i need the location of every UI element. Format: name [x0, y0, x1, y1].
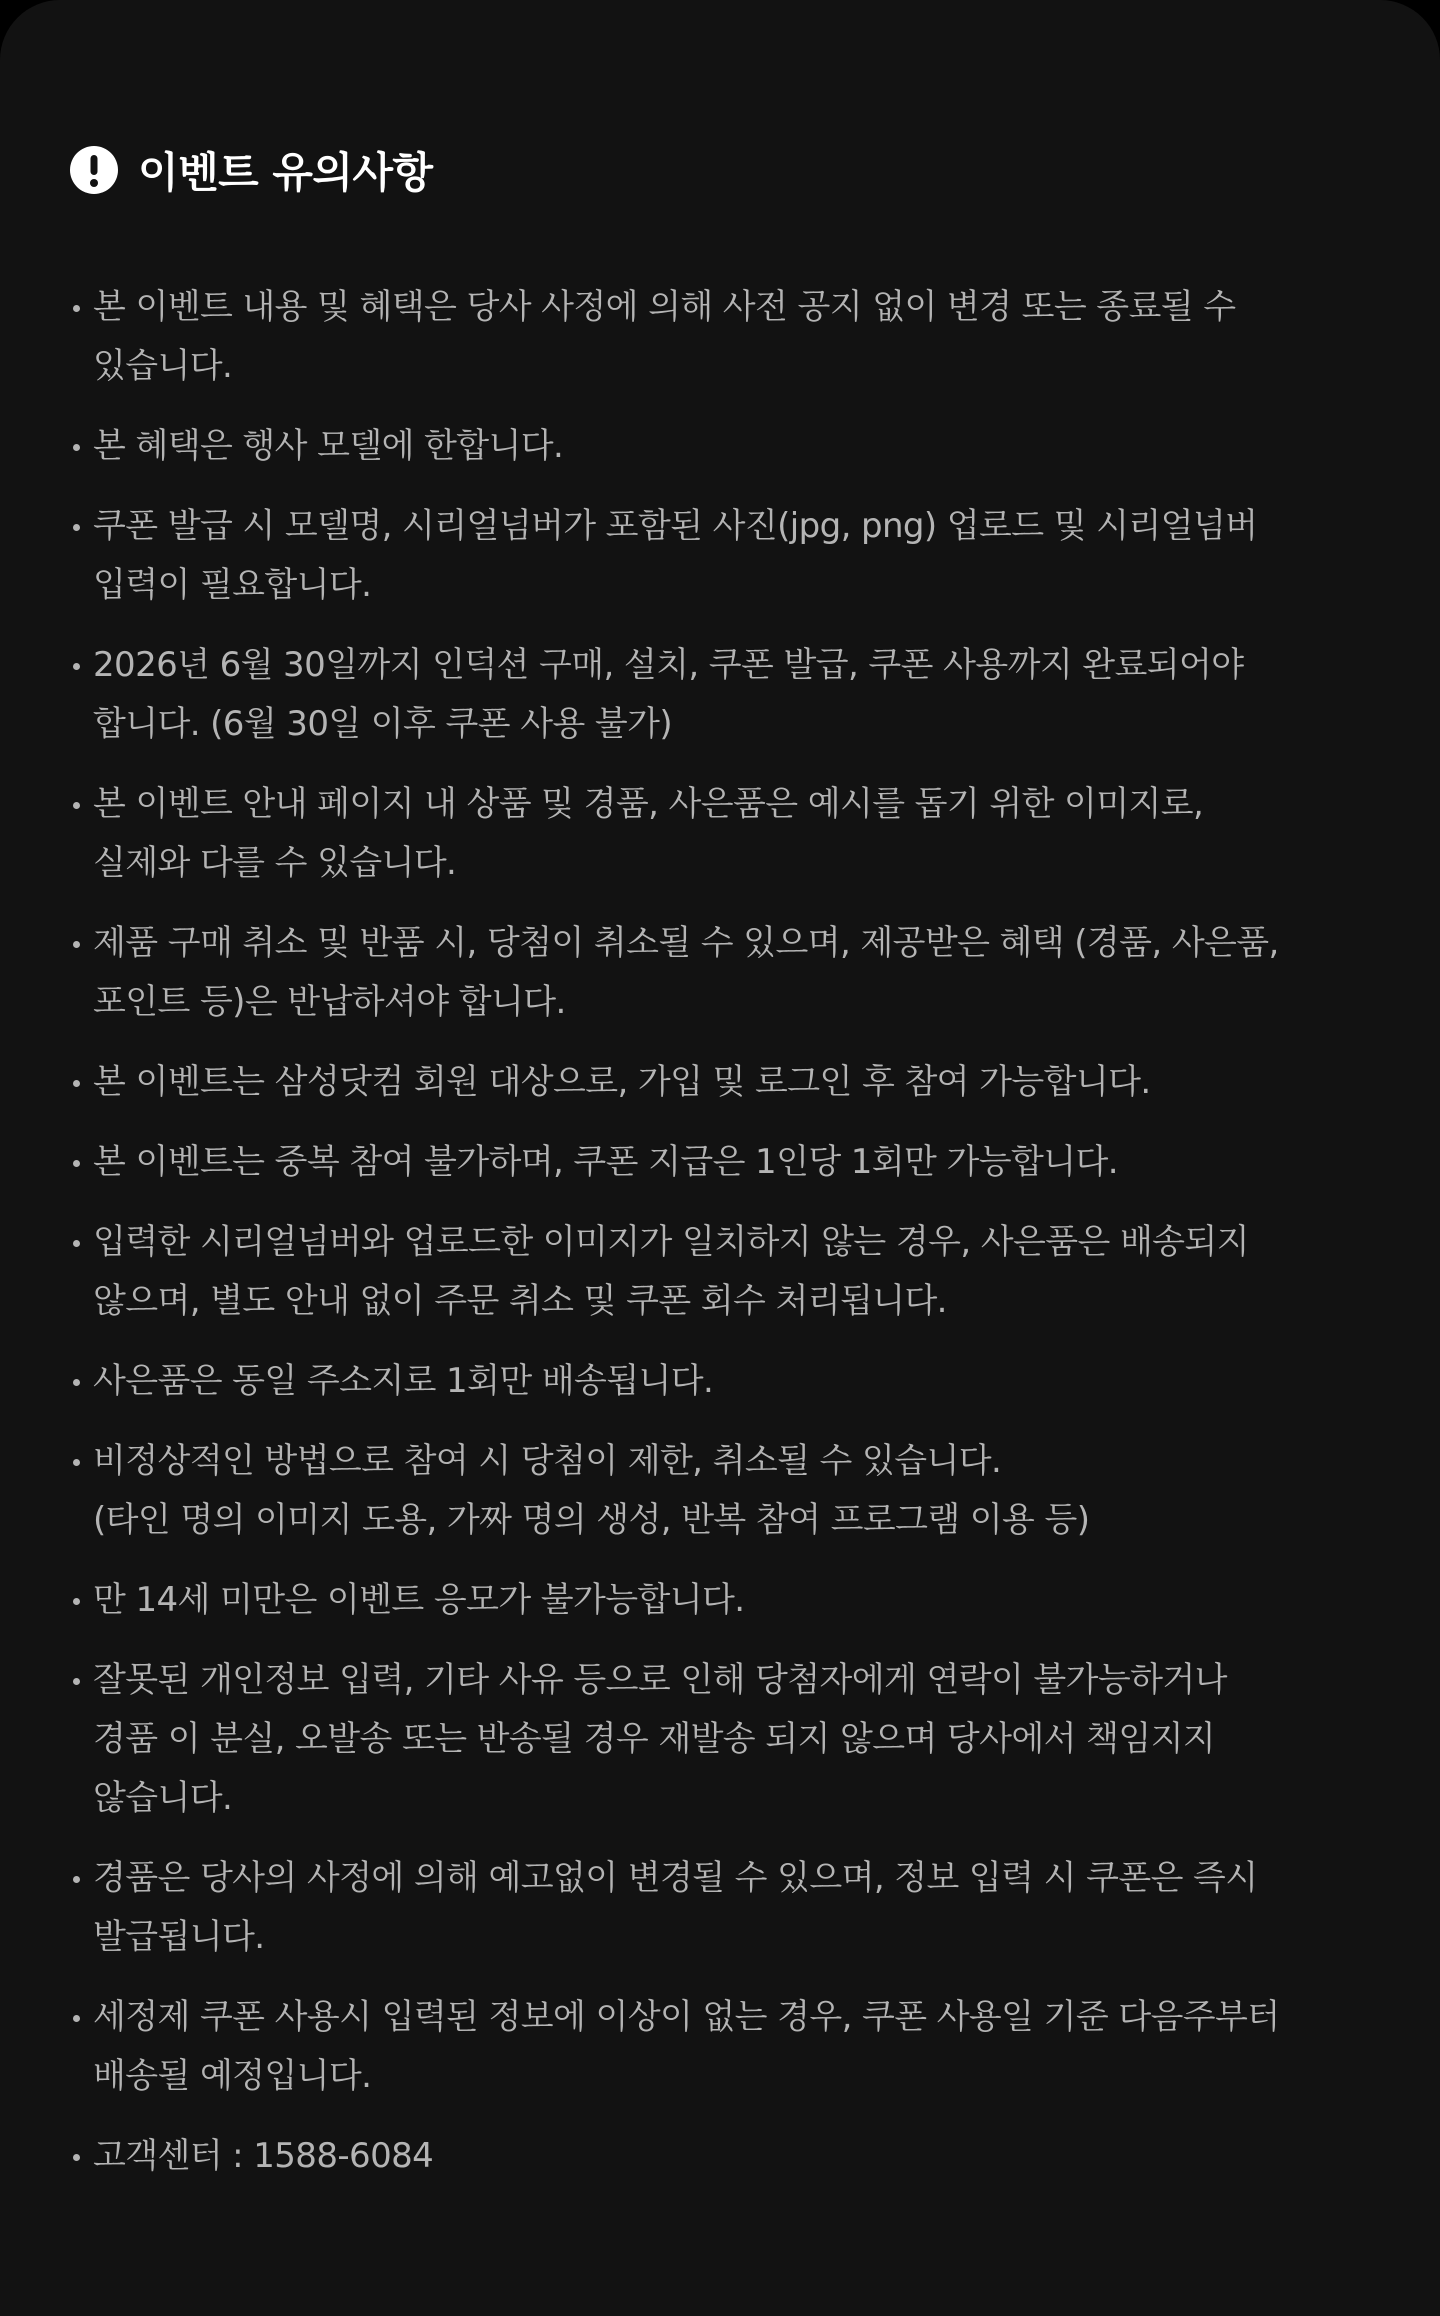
notice-item-line: 경품 이 분실, 오발송 또는 반송될 경우 재발송 되지 않으며 당사에서 책임지지 — [93, 1719, 1216, 1759]
notice-item — [70, 1352, 1356, 1411]
notice-item-line: 본 이벤트는 삼성닷컴 회원 대상으로, 가입 및 로그인 후 참여 가능합니다. — [93, 1062, 1151, 1102]
notice-item-line: 입력한 시리얼넘버와 업로드한 이미지가 일치하지 않는 경우, 사은품은 배송되지 — [93, 1222, 1249, 1262]
notice-list — [70, 278, 1356, 2186]
notice-item — [70, 1213, 1356, 1331]
notice-item-line: (타인 명의 이미지 도용, 가짜 명의 생성, 반복 참여 프로그램 이용 등) — [93, 1500, 1090, 1540]
notice-item — [70, 1432, 1356, 1550]
notice-item-line: 실제와 다를 수 있습니다. — [93, 843, 457, 883]
notice-item-line: 배송될 예정입니다. — [93, 2056, 372, 2096]
notice-item — [70, 417, 1356, 476]
notice-item-line: 본 이벤트 안내 페이지 내 상품 및 경품, 사은품은 예시를 돕기 위한 이미지로, — [93, 784, 1204, 824]
notice-item-line: 사은품은 동일 주소지로 1회만 배송됩니다. — [93, 1361, 714, 1401]
notice-item — [70, 1053, 1356, 1112]
notice-item — [70, 2127, 1356, 2186]
notice-item-line: 비정상적인 방법으로 참여 시 당첨이 제한, 취소될 수 있습니다. — [93, 1441, 1002, 1481]
notice-title: 이벤트 유의사항 — [138, 148, 433, 197]
notice-item-line: 않으며, 별도 안내 없이 주문 취소 및 쿠폰 회수 처리됩니다. — [93, 1281, 947, 1321]
notice-item-line: 만 14세 미만은 이벤트 응모가 불가능합니다. — [93, 1580, 745, 1620]
notice-item — [70, 636, 1356, 754]
notice-item — [70, 1133, 1356, 1192]
notice-item-line: 있습니다. — [93, 346, 233, 386]
notice-item — [70, 497, 1356, 615]
notice-item-line: 본 이벤트는 중복 참여 불가하며, 쿠폰 지급은 1인당 1회만 가능합니다. — [93, 1142, 1118, 1182]
notice-item-line: 고객센터 : 1588-6084 — [93, 2136, 434, 2176]
notice-item-line: 합니다. (6월 30일 이후 쿠폰 사용 불가) — [93, 704, 673, 744]
notice-item-line: 세정제 쿠폰 사용시 입력된 정보에 이상이 없는 경우, 쿠폰 사용일 기준 다음주부터 — [93, 1997, 1280, 2037]
notice-item — [70, 1988, 1356, 2106]
notice-item — [70, 1571, 1356, 1630]
notice-item — [70, 775, 1356, 893]
notice-item-line: 본 이벤트 내용 및 혜택은 당사 사정에 의해 사전 공지 없이 변경 또는 종료될 수 — [93, 287, 1236, 327]
notice-item-line: 포인트 등)은 반납하셔야 합니다. — [93, 982, 566, 1022]
notice-item — [70, 1849, 1356, 1967]
notice-item-line: 2026년 6월 30일까지 인덕션 구매, 설치, 쿠폰 발급, 쿠폰 사용까지 완료되어야 — [93, 645, 1244, 685]
notice-item — [70, 1651, 1356, 1828]
notice-item-line: 발급됩니다. — [93, 1917, 265, 1957]
notice-item — [70, 278, 1356, 396]
notice-item-line: 제품 구매 취소 및 반품 시, 당첨이 취소될 수 있으며, 제공받은 혜택 (경품, 사은품, — [93, 923, 1279, 963]
notice-item-line: 않습니다. — [93, 1778, 233, 1818]
notice-header — [70, 140, 1356, 200]
notice-item-line: 잘못된 개인정보 입력, 기타 사유 등으로 인해 당첨자에게 연락이 불가능하거나 — [93, 1660, 1227, 1700]
notice-item — [70, 914, 1356, 1032]
notice-item-line: 쿠폰 발급 시 모델명, 시리얼넘버가 포함된 사진(jpg, png) 업로드 및 시리얼넘버 — [93, 506, 1258, 546]
notice-item-line: 경품은 당사의 사정에 의해 예고없이 변경될 수 있으며, 정보 입력 시 쿠폰은 즉시 — [93, 1858, 1258, 1898]
exclamation-circle-icon — [70, 146, 118, 194]
notice-item-line: 본 혜택은 행사 모델에 한합니다. — [93, 426, 564, 466]
notice-item-line: 입력이 필요합니다. — [93, 565, 372, 605]
